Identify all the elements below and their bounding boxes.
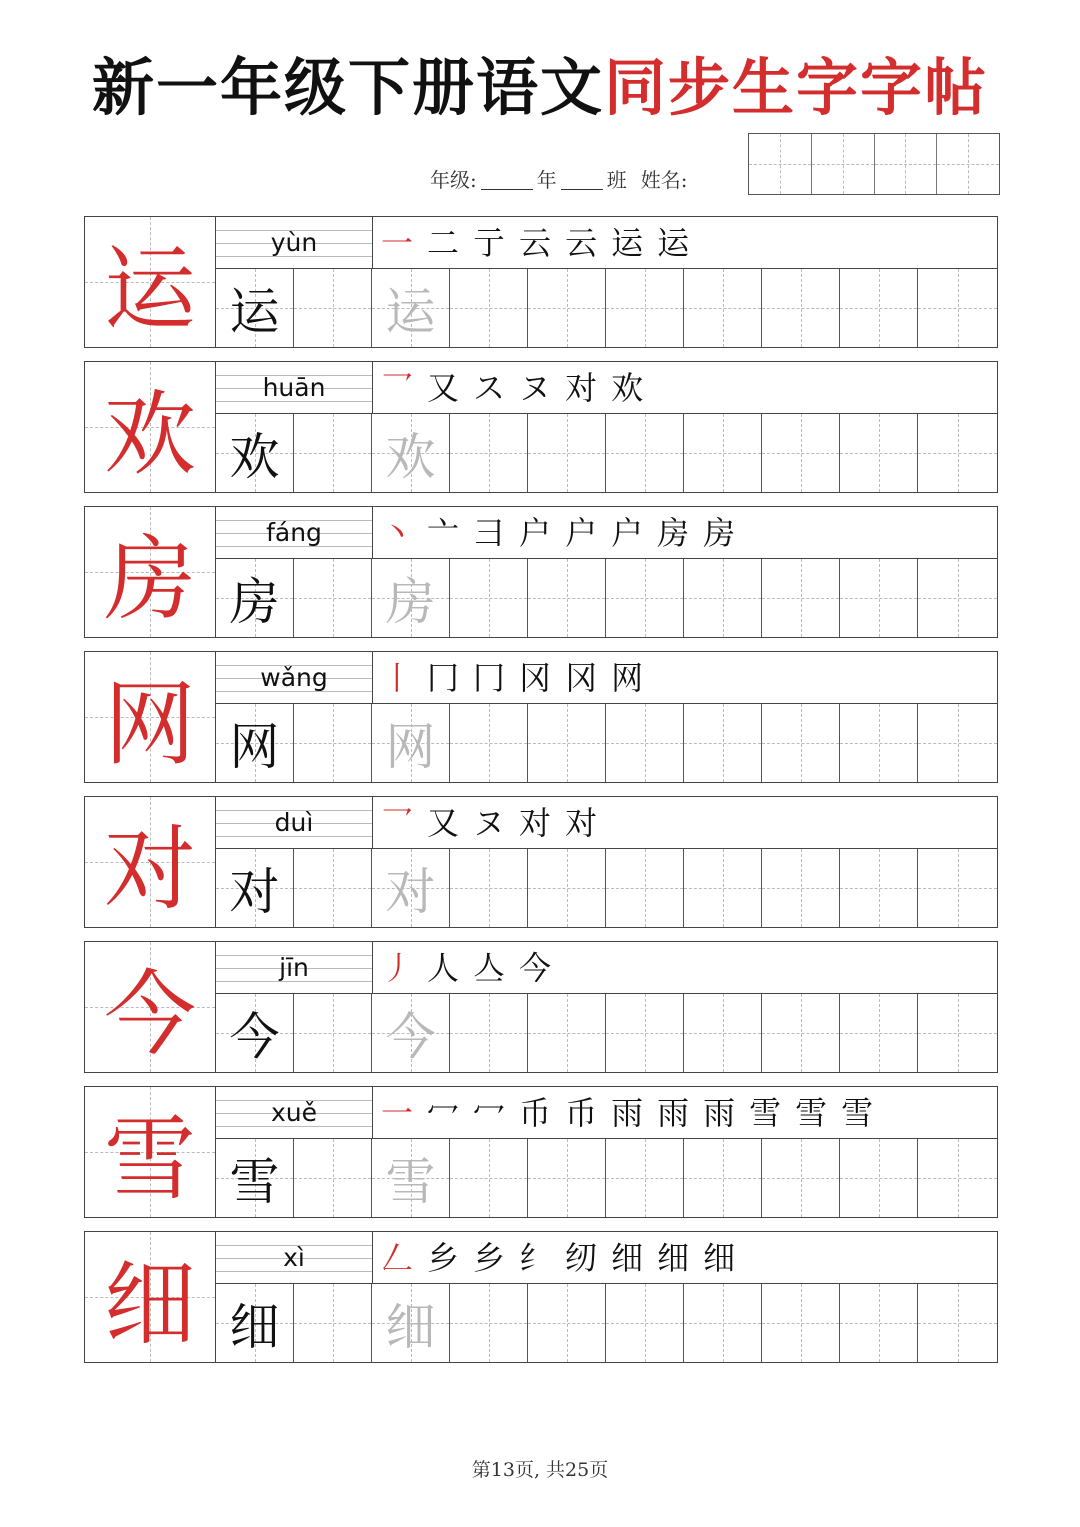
stroke-step: 对: [519, 803, 552, 842]
pinyin-text: duì: [274, 808, 314, 837]
writing-cell[interactable]: [606, 849, 684, 927]
stroke-order-row: [373, 797, 997, 849]
stroke-step: 雨: [611, 1093, 644, 1132]
stroke-step: 𠃋: [381, 1238, 414, 1277]
stroke-step: 雨: [703, 1093, 736, 1132]
writing-cell[interactable]: [450, 1139, 528, 1217]
writing-cell[interactable]: [684, 994, 762, 1072]
name-grid[interactable]: [748, 133, 1000, 195]
grade-input[interactable]: [481, 167, 533, 190]
stroke-step: 冈: [519, 658, 552, 697]
writing-cell[interactable]: [918, 559, 997, 637]
writing-cell[interactable]: [840, 849, 918, 927]
stroke-step: 冖: [473, 1093, 506, 1132]
stroke-step: 冂: [473, 658, 506, 697]
model-character-cell: [85, 942, 216, 1072]
writing-cells: [216, 269, 997, 347]
stroke-step: 欢: [611, 368, 644, 407]
sample-character: 房: [229, 573, 280, 631]
stroke-step: ヌ: [519, 368, 552, 407]
writing-cell[interactable]: [762, 849, 840, 927]
writing-cell[interactable]: [762, 559, 840, 637]
writing-cells: [216, 1284, 997, 1362]
stroke-step: 户: [611, 513, 644, 552]
pinyin-text: fáng: [266, 518, 322, 547]
model-character: 雪: [103, 1106, 196, 1213]
writing-cell[interactable]: [918, 414, 997, 492]
trace-cell[interactable]: [372, 849, 450, 927]
sample-character: 网: [229, 718, 280, 776]
writing-cell[interactable]: [450, 414, 528, 492]
student-info-bar: [430, 160, 688, 196]
model-character-cell: [85, 362, 216, 492]
writing-cell[interactable]: [684, 849, 762, 927]
writing-cell[interactable]: [918, 849, 997, 927]
stroke-step: 今: [519, 948, 552, 987]
writing-cell[interactable]: [840, 414, 918, 492]
stroke-step: 乡: [427, 1238, 460, 1277]
writing-cell[interactable]: [294, 269, 372, 347]
name-box[interactable]: [811, 134, 874, 194]
writing-cell[interactable]: [528, 994, 606, 1072]
trace-cell[interactable]: [372, 269, 450, 347]
stroke-step: 丨: [381, 658, 414, 697]
writing-cell[interactable]: [606, 269, 684, 347]
name-label: 姓名:: [640, 167, 688, 192]
trace-cell[interactable]: [372, 1139, 450, 1217]
stroke-step: 冈: [565, 658, 598, 697]
stroke-step: 雪: [795, 1093, 828, 1132]
pinyin-cell: [216, 1232, 373, 1284]
writing-cell[interactable]: [606, 414, 684, 492]
writing-cell[interactable]: [762, 994, 840, 1072]
stroke-step: 乛: [381, 803, 414, 842]
writing-cell[interactable]: [762, 704, 840, 782]
title-main: 新一年级下册语文: [91, 51, 604, 124]
sample-cell[interactable]: [216, 994, 294, 1072]
model-character-cell: [85, 507, 216, 637]
trace-character: 细: [385, 1298, 436, 1356]
trace-cell[interactable]: [372, 559, 450, 637]
pinyin-text: xì: [283, 1243, 305, 1272]
page-title: [0, 38, 1080, 127]
stroke-step: 又: [427, 368, 460, 407]
writing-cell[interactable]: [762, 1139, 840, 1217]
name-box[interactable]: [749, 134, 811, 194]
stroke-step: 户: [519, 513, 552, 552]
trace-character: 今: [385, 1008, 436, 1066]
writing-cell[interactable]: [606, 559, 684, 637]
writing-cell[interactable]: [450, 849, 528, 927]
trace-cell[interactable]: [372, 994, 450, 1072]
writing-cell[interactable]: [528, 849, 606, 927]
stroke-order-row: [373, 362, 997, 414]
writing-cell[interactable]: [918, 704, 997, 782]
stroke-order-row: [373, 1087, 997, 1139]
year-label: 年: [536, 167, 557, 192]
sample-character: 运: [229, 283, 280, 341]
stroke-step: 又: [427, 803, 460, 842]
writing-cell[interactable]: [450, 559, 528, 637]
writing-cell[interactable]: [684, 704, 762, 782]
stroke-step: 一: [381, 223, 414, 262]
writing-cell[interactable]: [840, 269, 918, 347]
writing-cell[interactable]: [918, 1139, 997, 1217]
writing-cell[interactable]: [918, 269, 997, 347]
writing-cell[interactable]: [450, 269, 528, 347]
grade-label: 年级:: [430, 167, 477, 192]
sample-cell[interactable]: [216, 559, 294, 637]
stroke-step: 乡: [473, 1238, 506, 1277]
pinyin-text: wǎng: [260, 663, 328, 692]
stroke-step: 户: [565, 513, 598, 552]
writing-cell[interactable]: [840, 1284, 918, 1362]
model-character: 对: [103, 816, 196, 923]
writing-cell[interactable]: [762, 269, 840, 347]
pinyin-cell: [216, 797, 373, 849]
writing-cell[interactable]: [840, 559, 918, 637]
sample-character: 今: [229, 1008, 280, 1066]
trace-character: 网: [385, 718, 436, 776]
sample-cell[interactable]: [216, 704, 294, 782]
writing-cell[interactable]: [528, 704, 606, 782]
stroke-step: 对: [565, 803, 598, 842]
pinyin-text: huān: [262, 373, 326, 402]
model-character-cell: [85, 1232, 216, 1362]
sample-character: 雪: [229, 1153, 280, 1211]
trace-character: 欢: [385, 428, 436, 486]
writing-cells: [216, 559, 997, 637]
writing-cell[interactable]: [840, 1139, 918, 1217]
sample-cell[interactable]: [216, 1284, 294, 1362]
title-highlight: 同步生字字帖: [604, 51, 989, 124]
writing-cell[interactable]: [294, 704, 372, 782]
writing-cell[interactable]: [294, 994, 372, 1072]
stroke-step: 冖: [427, 1093, 460, 1132]
name-box[interactable]: [936, 134, 999, 194]
practice-block: [84, 216, 998, 348]
model-character: 今: [103, 961, 196, 1068]
stroke-step: 纟: [519, 1238, 552, 1277]
writing-cell[interactable]: [294, 559, 372, 637]
stroke-order-row: [373, 942, 997, 994]
writing-cell[interactable]: [450, 1284, 528, 1362]
stroke-step: 雪: [749, 1093, 782, 1132]
model-character: 房: [103, 526, 196, 633]
stroke-step: 对: [565, 368, 598, 407]
writing-cell[interactable]: [294, 1139, 372, 1217]
name-box[interactable]: [874, 134, 937, 194]
trace-character: 对: [385, 863, 436, 921]
stroke-step: 纫: [565, 1238, 598, 1277]
stroke-step: 细: [657, 1238, 690, 1277]
stroke-step: 人: [427, 948, 460, 987]
stroke-step: 雨: [657, 1093, 690, 1132]
writing-cell[interactable]: [528, 559, 606, 637]
writing-cells: [216, 414, 997, 492]
stroke-order-row: [373, 507, 997, 559]
writing-cells: [216, 849, 997, 927]
sample-cell[interactable]: [216, 1139, 294, 1217]
practice-block: [84, 506, 998, 638]
writing-cell[interactable]: [684, 1284, 762, 1362]
stroke-step: 细: [703, 1238, 736, 1277]
stroke-order-row: [373, 652, 997, 704]
writing-cell[interactable]: [684, 414, 762, 492]
pinyin-cell: [216, 217, 373, 269]
sample-character: 欢: [229, 428, 280, 486]
practice-block: [84, 651, 998, 783]
model-character: 细: [103, 1251, 196, 1358]
writing-cells: [216, 994, 997, 1072]
pinyin-cell: [216, 507, 373, 559]
writing-cell[interactable]: [528, 269, 606, 347]
stroke-step: ヌ: [473, 803, 506, 842]
model-character: 欢: [103, 381, 196, 488]
class-label: 班: [606, 167, 627, 192]
stroke-step: 网: [611, 658, 644, 697]
writing-cell[interactable]: [294, 414, 372, 492]
practice-block: [84, 1231, 998, 1363]
writing-cell[interactable]: [606, 1139, 684, 1217]
pinyin-cell: [216, 1087, 373, 1139]
pinyin-cell: [216, 362, 373, 414]
stroke-step: 二: [427, 223, 460, 262]
writing-cell[interactable]: [684, 269, 762, 347]
stroke-step: 运: [657, 223, 690, 262]
model-character: 网: [103, 671, 196, 778]
writing-cell[interactable]: [528, 414, 606, 492]
writing-cell[interactable]: [606, 704, 684, 782]
writing-cell[interactable]: [684, 1139, 762, 1217]
trace-cell[interactable]: [372, 1284, 450, 1362]
sample-cell[interactable]: [216, 414, 294, 492]
writing-cell[interactable]: [450, 994, 528, 1072]
stroke-step: 丶: [381, 513, 414, 552]
trace-character: 雪: [385, 1153, 436, 1211]
stroke-step: 彐: [473, 513, 506, 552]
trace-cell[interactable]: [372, 414, 450, 492]
writing-cell[interactable]: [606, 994, 684, 1072]
writing-cell[interactable]: [528, 1139, 606, 1217]
trace-character: 运: [385, 283, 436, 341]
stroke-step: 币: [565, 1093, 598, 1132]
writing-cells: [216, 1139, 997, 1217]
stroke-step: 细: [611, 1238, 644, 1277]
writing-cell[interactable]: [762, 1284, 840, 1362]
pinyin-text: jīn: [279, 953, 309, 982]
writing-cell[interactable]: [528, 1284, 606, 1362]
sample-cell[interactable]: [216, 269, 294, 347]
writing-cells: [216, 704, 997, 782]
pinyin-cell: [216, 652, 373, 704]
model-character: 运: [103, 236, 196, 343]
writing-cell[interactable]: [840, 994, 918, 1072]
writing-cell[interactable]: [918, 994, 997, 1072]
stroke-order-row: [373, 1232, 997, 1284]
stroke-step: 亼: [473, 948, 506, 987]
practice-block: [84, 941, 998, 1073]
pinyin-cell: [216, 942, 373, 994]
stroke-step: 币: [519, 1093, 552, 1132]
stroke-step: 运: [611, 223, 644, 262]
writing-cell[interactable]: [606, 1284, 684, 1362]
stroke-step: 冂: [427, 658, 460, 697]
class-input[interactable]: [561, 167, 603, 190]
writing-cell[interactable]: [684, 559, 762, 637]
stroke-step: 乛: [381, 368, 414, 407]
stroke-step: 云: [519, 223, 552, 262]
stroke-step: 房: [703, 513, 736, 552]
sample-cell[interactable]: [216, 849, 294, 927]
sample-character: 细: [229, 1298, 280, 1356]
stroke-step: 亍: [473, 223, 506, 262]
practice-block: [84, 361, 998, 493]
model-character-cell: [85, 1087, 216, 1217]
practice-block: [84, 796, 998, 928]
model-character-cell: [85, 217, 216, 347]
writing-cell[interactable]: [762, 414, 840, 492]
stroke-order-row: [373, 217, 997, 269]
trace-cell[interactable]: [372, 704, 450, 782]
trace-character: 房: [385, 573, 436, 631]
model-character-cell: [85, 797, 216, 927]
stroke-step: 一: [381, 1093, 414, 1132]
stroke-step: 云: [565, 223, 598, 262]
stroke-step: 雪: [841, 1093, 874, 1132]
stroke-step: 丿: [381, 948, 414, 987]
page-number: 第13页, 共25页: [471, 1459, 609, 1481]
pinyin-text: xuě: [270, 1098, 318, 1127]
stroke-step: 房: [657, 513, 690, 552]
pinyin-text: yùn: [270, 228, 318, 257]
writing-cell[interactable]: [840, 704, 918, 782]
stroke-step: ス: [473, 368, 506, 407]
writing-cell[interactable]: [450, 704, 528, 782]
stroke-step: 亠: [427, 513, 460, 552]
sample-character: 对: [229, 863, 280, 921]
model-character-cell: [85, 652, 216, 782]
practice-block: [84, 1086, 998, 1218]
writing-cell[interactable]: [294, 1284, 372, 1362]
writing-cell[interactable]: [294, 849, 372, 927]
writing-cell[interactable]: [918, 1284, 997, 1362]
